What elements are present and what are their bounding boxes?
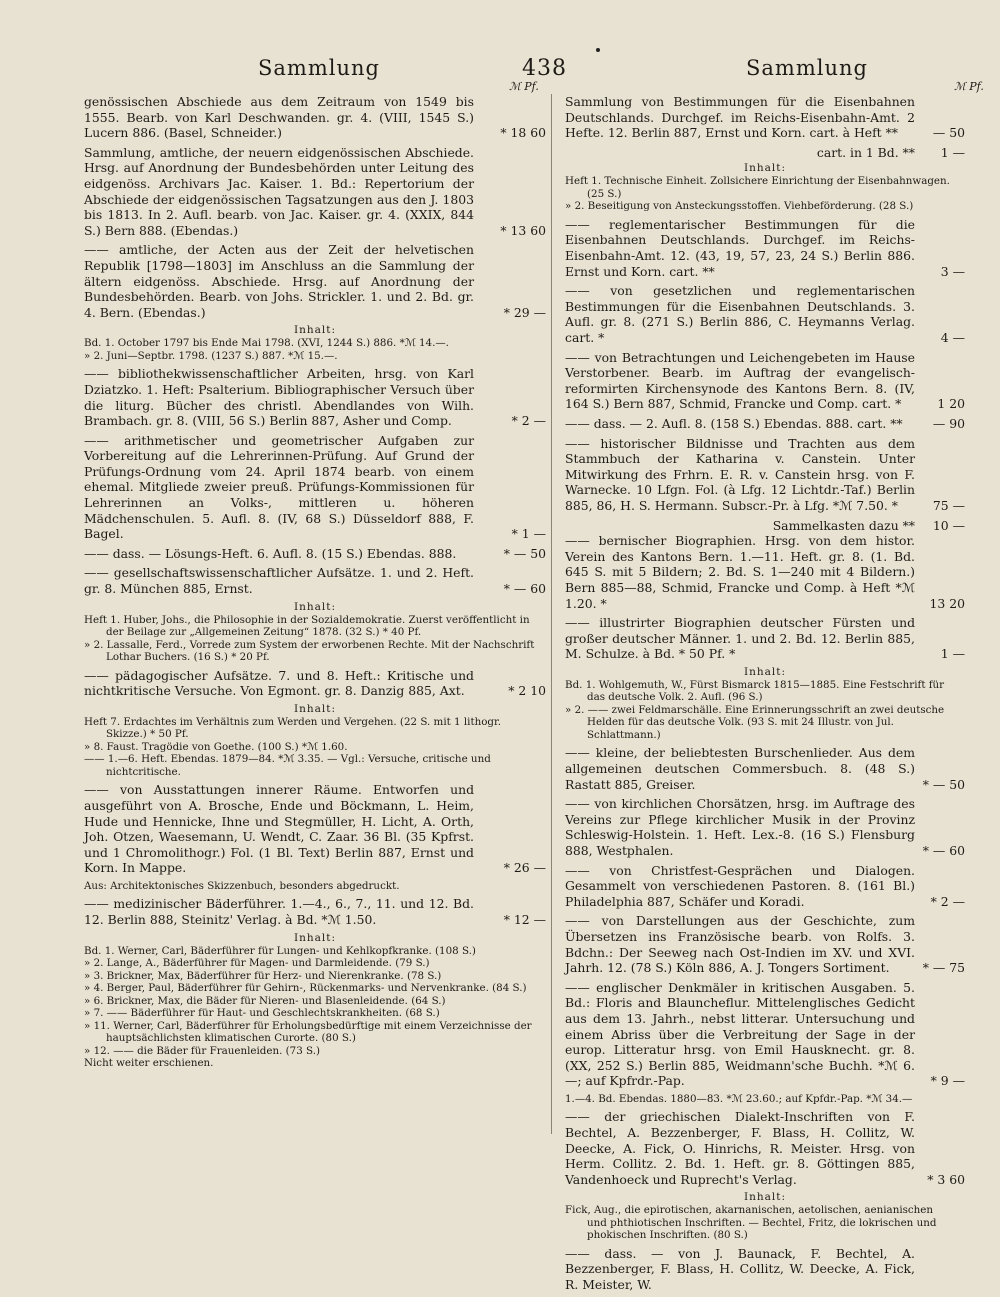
contents-line: Bd. 1. October 1797 bis Ende Mai 1798. (XVI, 1244 S.) 886. *ℳ 14.—. [84, 337, 449, 350]
entry-price: * — 50 [503, 545, 546, 561]
catalog-entry [84, 433, 546, 542]
entry-note [84, 880, 546, 893]
entry-price: * — 60 [503, 581, 546, 597]
contents-list [84, 337, 546, 362]
running-header-left: Sammlung [258, 56, 380, 80]
catalog-entry [565, 913, 965, 975]
entry-price: 75 — [932, 497, 965, 513]
contents-heading: Inhalt: [293, 324, 337, 337]
catalog-entry [565, 533, 965, 611]
entry-text: Sammlung von Bestimmungen für die Eisenbahnen Deutschlands. Durchgef. im Reichs-Eisenbahn-Amt. 2 Hefte. 12. Berlin 887, Ernst und Korn. cart. à Heft ** [565, 94, 915, 141]
entry-price: * 26 — [503, 860, 546, 876]
catalog-entry [565, 350, 965, 412]
entry-text: —— amtliche, der Acten aus der Zeit der helvetischen Republik [1798—1803] im Anschluss an die Sammlung der ältern eidgenöss. Abschiede. Hrsg. auf Anordnung der Bundesbehörden. Bearb. von Johs. Strickler. 1. und 2. Bd. gr. 4. Bern. (Ebendas.) [84, 242, 474, 320]
entry-text: —— bernischer Biographien. Hrsg. von dem histor. Verein des Kantons Bern. 1.—11. Heft. gr. 8. (1. Bd. 645 S. mit 5 Bildern; 2. Bd. S. 1—240 mit 4 Bildern.) Bern 885—88, Schmid, Francke und Comp. à Heft *ℳ 1.20. * [565, 533, 915, 611]
entry-text: —— von kirchlichen Chorsätzen, hrsg. im Auftrage des Vereins zur Pflege kirchlicher Musik in der Provinz Schleswig-Holstein. 1. Heft. Lex.-8. (16 S.) Flensburg 888, Westphalen. [565, 796, 915, 858]
contents-heading: Inhalt: [743, 665, 787, 678]
catalog-entry [565, 745, 965, 792]
entry-price: * 3 60 [927, 1171, 965, 1187]
entry-text: Sammlung, amtliche, der neuern eidgenössischen Abschiede. Hrsg. auf Anordnung der Bundesbehörden unter Leitung des eidgenöss. Archivars Jac. Kaiser. 1. Bd.: Repertorium der Abschiede der eidgenössischen Tagsatzungen aus den J. 1803 bis 1813. In 2. Aufl. bearb. von Jac. Kaiser. gr. 4. (XXIX, 844 S.) Bern 888. (Ebendas.) [84, 144, 474, 238]
contents-line: Heft 7. Erdachtes im Verhältnis zum Werden und Vergehen. (22 S. mit 1 lithogr. Skizze.) * 50 Pf. [84, 715, 502, 741]
contents-line: » 2. Juni—Septbr. 1798. (1237 S.) 887. *ℳ 15.—. [84, 349, 338, 362]
catalog-entry [565, 863, 965, 910]
entry-price: * 2 — [511, 413, 546, 429]
currency-header-left: ℳ Pf. [509, 80, 539, 93]
entry-text: —— von gesetzlichen und reglementarischen Bestimmungen für die Eisenbahnen Deutschlands. 3. Aufl. gr. 8. (271 S.) Berlin 886, C. Heymanns Verlag. cart. * [565, 283, 915, 346]
contents-line: —— 1.—6. Heft. Ebendas. 1879—84. *ℳ 3.35. — Vgl.: Versuche, critische und nichtcritische. [84, 753, 491, 778]
catalog-entry [565, 615, 965, 662]
entry-text: —— kleine, der beliebtesten Burschenlieder. Aus dem allgemeinen deutschen Commersbuch. 8. (48 S.) Rastatt 885, Greiser. [565, 745, 915, 792]
entry-price: * — 75 [922, 960, 965, 976]
entry-text: —— arithmetischer und geometrischer Aufgaben zur Vorbereitung auf die Lehrerinnen-Prüfung. Auf Grund der Prüfungs-Ordnung vom 24. April 1874 bearb. von einem ehemal. Mitgliede zweier preuß. Prüfungs-Kommissionen für Lehrerinnen an Volks-, mittleren u. höheren Mädchenschulen. 5. Aufl. 8. (IV, 68 S.) Düsseldorf 888, F. Bagel. [84, 432, 474, 542]
entry-price: * 12 — [503, 911, 546, 927]
currency-header-right: ℳ Pf. [954, 80, 984, 93]
entry-text: —— von Ausstattungen innerer Räume. Entworfen und ausgeführt von A. Brosche, Ende und Böckmann, L. Heim, Hude und Hennicke, Ihne und Stegmüller, H. Licht, A. Orth, Joh. Otzen, Waesemann, U. Wendt, C. Zaar. 36 Bl. (35 Kpfrst. und 1 Chromolithogr.) Fol. (1 Bl. Text) Berlin 887, Ernst und Korn. In Mappe. [84, 782, 474, 876]
catalog-entry [84, 782, 546, 876]
entry-extra-line [565, 145, 965, 161]
entry-text: —— medizinischer Bäderführer. 1.—4., 6., 7., 11. und 12. Bd. 12. Berlin 888, Steinitz' Verlag. à Bd. *ℳ 1.50. [84, 896, 474, 927]
entry-price: 10 — [932, 517, 965, 533]
catalog-entry [84, 668, 546, 699]
contents-heading: Inhalt: [293, 702, 337, 715]
contents-list [84, 716, 546, 779]
contents-line: » 3. Brickner, Max, Bäderführer für Herz- und Nierenkranke. (78 S.) [84, 969, 442, 982]
right-column [565, 94, 965, 1297]
catalog-entry [84, 546, 546, 562]
entry-price: 1 — [940, 144, 965, 160]
entry-price: * 2 — [930, 893, 965, 909]
entry-note [565, 1093, 965, 1106]
entry-text: —— englischer Denkmäler in kritischen Ausgaben. 5. Bd.: Floris and Blauncheflur. Mittelenglisches Gedicht aus dem 13. Jahrh., nebst litterar. Untersuchung und einem Abriss über die Verbreitung der Sage in der europ. Litteratur hrsg. von Emil Hausknecht. gr. 8. (XX, 252 S.) Berlin 885, Weidmann'sche Buchh. *ℳ 6.—; auf Kpfrdr.-Pap. [565, 979, 915, 1089]
catalog-entry [565, 1246, 965, 1293]
contents-line: » 12. —— die Bäder für Frauenleiden. (73 S.) [84, 1044, 321, 1057]
catalog-entry [84, 94, 546, 141]
entry-text: —— dass. — von J. Baunack, F. Bechtel, A. Bezzenberger, F. Blass, H. Collitz, W. Deecke, A. Fick, R. Meister, W. [565, 1245, 915, 1293]
entry-price: * 2 10 [508, 683, 546, 699]
catalog-entry [84, 242, 546, 320]
catalog-entry [565, 980, 965, 1089]
catalog-entry [565, 94, 965, 141]
entry-text: —— von Christfest-Gesprächen und Dialogen. Gesammelt von verschiedenen Pastoren. 8. (161 Bl.) Philadelphia 887, Schäfer und Koradi. [565, 862, 915, 909]
entry-price: * 1 — [511, 526, 546, 542]
running-header-right: Sammlung [746, 56, 868, 80]
contents-heading: Inhalt: [743, 162, 787, 175]
entry-price: 1 — [940, 646, 965, 662]
column-divider [551, 94, 552, 1134]
entry-text: —— historischer Bildnisse und Trachten aus dem Stammbuch der Katharina v. Canstein. Unter Mitwirkung des Frhrn. E. R. v. Canstein hrsg. von F. Warnecke. 10 Lfgn. Fol. (à Lfg. 12 Lichtdr.-Taf.) Berlin 885, 86, H. S. Hermann. Subscr.-Pr. à Lfg. *ℳ 7.50. * [565, 435, 915, 513]
catalog-entry [565, 436, 965, 514]
contents-line: » 4. Berger, Paul, Bäderführer für Gehirn-, Rückenmarks- und Nervenkranke. (84 S.) [84, 982, 527, 995]
contents-line: » 8. Faust. Tragödie von Goethe. (100 S.) *ℳ 1.60. [84, 740, 348, 753]
contents-line: » 2. Lassalle, Ferd., Vorrede zum System der erworbenen Rechte. Mit der Nachschrift Lothar Buchers. (16 S.) * 20 Pf. [84, 638, 535, 664]
note-line: Aus: Architektonisches Skizzenbuch, besonders abgedruckt. [84, 879, 400, 892]
catalog-entry [565, 1109, 965, 1187]
catalog-entry [565, 416, 965, 432]
entry-price: * — 50 [922, 776, 965, 792]
entry-text: —— dass. — Lösungs-Heft. 6. Aufl. 8. (15 S.) Ebendas. 888. [84, 545, 457, 561]
contents-line: Bd. 1. Werner, Carl, Bäderführer für Lungen- und Kehlkopfkranke. (108 S.) [84, 944, 476, 957]
contents-line: » 2. —— zwei Feldmarschälle. Eine Erinnerungsschrift an zwei deutsche Helden für das deutsche Volk. (93 S. mit 24 Illustr. von Jul. Schlattmann.) [565, 703, 945, 741]
entry-price: * 9 — [930, 1073, 965, 1089]
catalog-entry [565, 283, 965, 345]
extra-text: Sammelkasten dazu ** [772, 517, 915, 533]
page-number: 438 [522, 56, 567, 81]
entry-text: —— der griechischen Dialekt-Inschriften von F. Bechtel, A. Bezzenberger, F. Blass, H. Collitz, W. Deecke, A. Fick, O. Hinrichs, R. Meister. Hrsg. von Herm. Collitz. 2. Bd. 1. Heft. gr. 8. Göttingen 885, Vandenhoeck und Ruprecht's Verlag. [565, 1109, 915, 1187]
catalog-entry [84, 366, 546, 428]
left-column [84, 94, 546, 1074]
entry-price: 1 20 [937, 396, 965, 412]
catalog-entry [565, 796, 965, 858]
contents-list [84, 945, 546, 1070]
contents-list [565, 679, 965, 742]
entry-text: —— illustrirter Biographien deutscher Fürsten und großer deutscher Männer. 1. und 2. Bd. 12. Berlin 885, M. Schulze. à Bd. * 50 Pf. * [565, 615, 915, 662]
entry-price: * 18 60 [500, 125, 546, 141]
entry-extra-line [565, 518, 965, 534]
contents-line: Heft 1. Huber, Johs., die Philosophie in der Sozialdemokratie. Zuerst veröffentlicht in der Beilage zur „Allgemeinen Zeitung“ 1878. (32 S.) * 40 Pf. [84, 613, 530, 639]
contents-line: Fick, Aug., die epirotischen, akarnanischen, aetolischen, aenianischen und phthiotischen Inschriften. — Bechtel, Fritz, die lokrischen und phokischen Inschriften. (80 S.) [565, 1204, 937, 1242]
entry-text: —— von Darstellungen aus der Geschichte, zum Übersetzen ins Französische bearb. von Rolfs. 3. Bdchn.: Der Seeweg nach Ost-Indien im XV. und XVI. Jahrh. 12. (78 S.) Köln 886, A. J. Tongers Sortiment. [565, 913, 915, 976]
contents-heading: Inhalt: [743, 1191, 787, 1204]
catalog-entry [84, 896, 546, 927]
contents-line: » 11. Werner, Carl, Bäderführer für Erholungsbedürftige mit einem Verzeichnisse der hauptsächlichsten klimatischen Curorte. (80 S.) [84, 1019, 532, 1045]
entry-price: — 50 [932, 125, 965, 141]
catalog-entry [84, 565, 546, 596]
contents-line: » 2. Beseitigung von Ansteckungsstoffen. Viehbeförderung. (28 S.) [565, 200, 914, 213]
contents-line: Nicht weiter erschienen. [84, 1057, 214, 1070]
catalog-entry [84, 145, 546, 239]
entry-price: 13 20 [929, 595, 965, 611]
contents-list [565, 175, 965, 213]
contents-line: » 2. Lange, A., Bäderführer für Magen- und Darmleidende. (79 S.) [84, 957, 430, 970]
entry-text: genössischen Abschiede aus dem Zeitraum von 1549 bis 1555. Bearb. von Karl Deschwanden. gr. 4. (VIII, 1545 S.) Lucern 886. (Basel, Schneider.) [84, 94, 474, 141]
contents-heading: Inhalt: [293, 931, 337, 944]
entry-text: —— dass. — 2. Aufl. 8. (158 S.) Ebendas. 888. cart. ** [565, 416, 903, 431]
entry-price: 4 — [940, 330, 965, 346]
entry-text: —— reglementarischer Bestimmungen für die Eisenbahnen Deutschlands. Durchgef. im Reichs-Eisenbahn-Amt. 12. (43, 19, 57, 23, 24 S.) Berlin 886. Ernst und Korn. cart. ** [565, 216, 915, 279]
contents-line: Heft 1. Technische Einheit. Zollsichere Einrichtung der Eisenbahnwagen. (25 S.) [565, 175, 950, 200]
contents-list [565, 1204, 965, 1242]
entry-price: * 29 — [503, 304, 546, 320]
entry-price: * 13 60 [500, 222, 546, 238]
contents-list [84, 614, 546, 664]
print-dot [596, 48, 600, 52]
entry-price: 3 — [940, 263, 965, 279]
contents-line: » 6. Brickner, Max, die Bäder für Nieren- und Blasenleidende. (64 S.) [84, 994, 446, 1007]
entry-price: — 90 [932, 416, 965, 431]
extra-text: cart. in 1 Bd. ** [816, 144, 915, 160]
contents-heading: Inhalt: [293, 600, 337, 613]
contents-line: » 7. —— Bäderführer für Haut- und Geschlechtskrankheiten. (68 S.) [84, 1007, 440, 1020]
entry-text: —— von Betrachtungen und Leichengebeten im Hause Verstorbener. Bearb. im Auftrag der evangelisch-reformirten Kirchensynode des Kantons Bern. 8. (IV, 164 S.) Bern 887, Schmid, Francke und Comp. cart. * [565, 349, 915, 412]
entry-text: —— pädagogischer Aufsätze. 7. und 8. Heft.: Kritische und nichtkritische Versuche. Von Egmont. gr. 8. Danzig 885, Axt. [84, 667, 474, 699]
note-line: 1.—4. Bd. Ebendas. 1880—83. *ℳ 23.60.; auf Kpfdr.-Pap. *ℳ 34.— [565, 1092, 913, 1105]
entry-text: —— gesellschaftswissenschaftlicher Aufsätze. 1. und 2. Heft. gr. 8. München 885, Ernst. [84, 565, 474, 597]
entry-price: * — 60 [922, 842, 965, 858]
entry-text: —— bibliothekwissenschaftlicher Arbeiten, hrsg. von Karl Dziatzko. 1. Heft: Psalterium. Bibliographischer Versuch über die liturg. Bücher des christl. Abendlandes von Wilh. Brambach. gr. 8. (VIII, 56 S.) Berlin 887, Asher und Comp. [84, 366, 474, 429]
catalog-entry [565, 217, 965, 279]
contents-line: Bd. 1. Wohlgemuth, W., Fürst Bismarck 1815—1885. Eine Festschrift für das deutsche Volk. 2. Aufl. (96 S.) [565, 678, 945, 704]
